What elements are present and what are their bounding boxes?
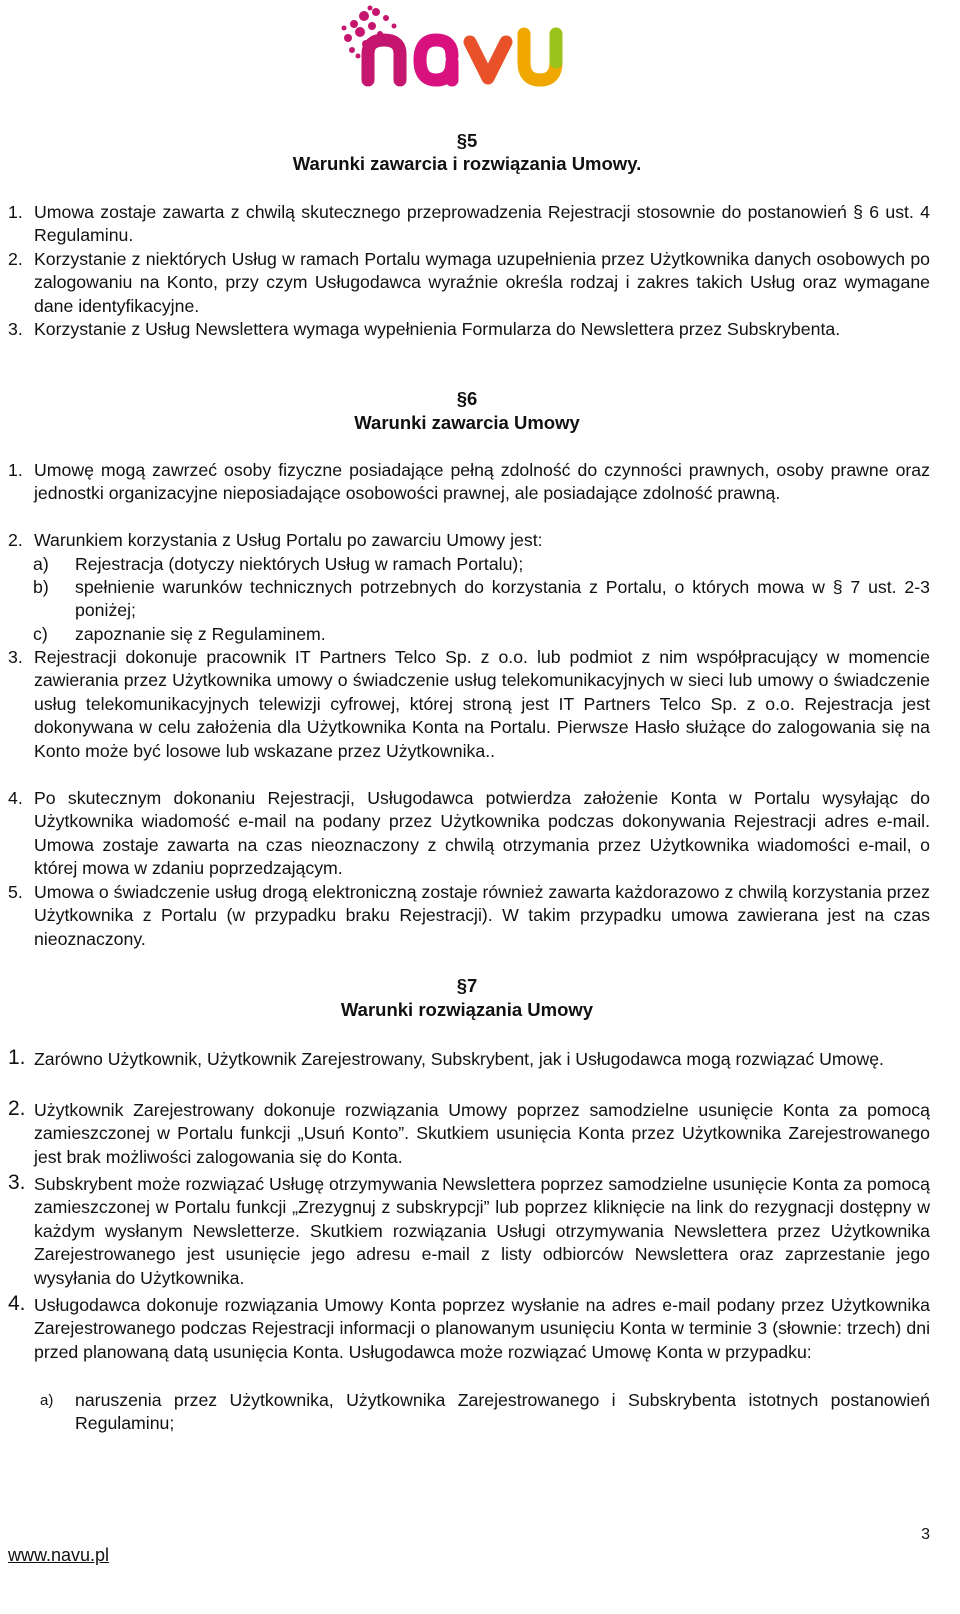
item-text: Korzystanie z Usług Newslettera wymaga wypełnienia Formularza do Newslettera przez Subskrybenta.: [34, 319, 841, 339]
item-number: 5.: [8, 882, 23, 902]
list-item: [10, 1173, 930, 1290]
sub-list-item: [33, 553, 930, 576]
list-item: [10, 881, 930, 951]
list-item: [10, 646, 930, 763]
sub-list-item: [33, 576, 930, 623]
section-number: §6: [456, 388, 478, 409]
sub-list-item: [33, 1389, 930, 1436]
footer-link[interactable]: www.navu.pl: [8, 1545, 110, 1565]
section-number: §5: [456, 130, 478, 151]
page-number: 3: [921, 1526, 930, 1543]
section-title: Warunki rozwiązania Umowy: [340, 999, 594, 1020]
item-text: Warunkiem korzystania z Usług Portalu po zawarciu Umowy jest:: [34, 530, 543, 550]
sub-item-letter: c): [33, 624, 48, 644]
item-text: Po skutecznym dokonaniu Rejestracji, Usługodawca potwierdza założenie Konta w Portalu wysyłając do Użytkownika wiadomość e-mail na podany przez Użytkownika podczas dokonywania Rejestracji adres e-mail. Umowa zostaje zawarta na czas nieoznaczony z chwilą otrzymania przez Użytkownika wiadomości e-mail, o której mowa w zdaniu poprzedzającym.: [34, 788, 930, 879]
item-text: Umowę mogą zawrzeć osoby fizyczne posiadające pełną zdolność do czynności prawnych, osoby prawne oraz jednostki organizacyjne nieposiadające osobowości prawnej, ale posiadające zdolność prawną.: [34, 460, 930, 504]
list-item: [10, 529, 930, 552]
list-item: [10, 201, 930, 248]
list-item: [10, 1048, 930, 1071]
item-text: Zarówno Użytkownik, Użytkownik Zarejestrowany, Subskrybent, jak i Usługodawca mogą rozwiązać Umowę.: [34, 1049, 884, 1069]
item-text: Użytkownik Zarejestrowany dokonuje rozwiązania Umowy poprzez samodzielne usunięcie Konta za pomocą zamieszczonej w Portalu funkcji „Usuń Konto”. Skutkiem usunięcia Konta przez Użytkownika Zarejestrowanego jest brak możliwości zalogowania się do Konta.: [34, 1100, 930, 1167]
item-number: 1.: [8, 1046, 26, 1069]
item-text: Umowa o świadczenie usług drogą elektroniczną zostaje również zawarta każdorazowo z chwilą korzystania przez Użytkownika z Portalu (w przypadku braku Rejestracji). W takim przypadku umowa zawierana jest na czas nieoznaczony.: [34, 882, 930, 949]
item-number: 2.: [8, 249, 23, 269]
item-text: Subskrybent może rozwiązać Usługę otrzymywania Newslettera poprzez samodzielne usunięcie Konta za pomocą zamieszczonej w Portalu funkcji „Zrezygnuj z subskrypcji” lub poprzez kliknięcie na link do rezygnacji dostępny w każdym wysłanym Newsletterze. Skutkiem rozwiązania Usługi otrzymywania Newslettera przez Użytkownika Zarejestrowanego jest usunięcie jego adresu e-mail z listy odbiorców Newslettera oraz zaprzestanie jego wysyłania do Użytkownika.: [34, 1174, 930, 1288]
item-text: Korzystanie z niektórych Usług w ramach Portalu wymaga uzupełnienia przez Użytkownika danych osobowych po zalogowaniu na Konto, przy czym Usługodawca wyraźnie określa rodzaj i zakres takich Usług oraz wymagane dane identyfikacyjne.: [34, 249, 930, 316]
item-number: 3.: [8, 319, 23, 339]
item-number: 2.: [8, 530, 23, 550]
list-item: [10, 248, 930, 318]
item-number: 3.: [8, 1171, 26, 1194]
sub-item-text: zapoznanie się z Regulaminem.: [75, 624, 326, 644]
item-number: 4.: [8, 1292, 26, 1315]
list-item: [10, 1294, 930, 1364]
item-number: 1.: [8, 460, 23, 480]
item-number: 1.: [8, 202, 23, 222]
sub-list-item: [33, 623, 930, 646]
sub-item-letter: a): [33, 554, 49, 574]
sub-item-letter: b): [33, 577, 49, 597]
navu-logo-graphic: [340, 4, 585, 90]
item-number: 4.: [8, 788, 23, 808]
section-title: Warunki zawarcia Umowy: [354, 412, 580, 433]
section-number: §7: [456, 975, 478, 996]
item-text: Rejestracji dokonuje pracownik IT Partners Telco Sp. z o.o. lub podmiot z nim współpracujący w momencie zawierania przez Użytkownika umowy o świadczenie usług telekomunikacyjnych w sieci lub umowy o świadczenie usług telekomunikacyjnych telewizji cyfrowej, której stroną jest IT Partners Telco Sp. z o.o. Rejestracja jest dokonywana w celu założenia dla Użytkownika Konta na Portalu. Pierwsze Hasło służące do zalogowania się na Konto może być losowe lub wskazane przez Użytkownika..: [34, 647, 930, 761]
sub-item-text: Rejestracja (dotyczy niektórych Usług w ramach Portalu);: [75, 554, 524, 574]
section-title: Warunki zawarcia i rozwiązania Umowy.: [292, 153, 642, 174]
sub-item-text: spełnienie warunków technicznych potrzebnych do korzystania z Portalu, o których mowa w § 7 ust. 2-3 poniżej;: [75, 577, 930, 621]
item-number: 3.: [8, 647, 23, 667]
item-number: 2.: [8, 1097, 26, 1120]
item-text: Usługodawca dokonuje rozwiązania Umowy Konta poprzez wysłanie na adres e-mail podany przez Użytkownika Zarejestrowanego podczas Rejestracji informacji o planowanym usunięciu Konta w terminie 3 (słownie: trzech) dni przed planowaną datą usunięcia Konta. Usługodawca może rozwiązać Umowę Konta w przypadku:: [34, 1295, 930, 1362]
sub-item-text: naruszenia przez Użytkownika, Użytkownika Zarejestrowanego i Subskrybenta istotnych postanowień Regulaminu;: [75, 1390, 930, 1434]
sub-item-letter: a): [40, 1392, 54, 1409]
item-text: Umowa zostaje zawarta z chwilą skutecznego przeprowadzenia Rejestracji stosownie do postanowień § 6 ust. 4 Regulaminu.: [34, 202, 930, 246]
navu-logo: [340, 4, 585, 90]
list-item: [10, 318, 930, 341]
list-item: [10, 1099, 930, 1169]
list-item: [10, 459, 930, 506]
list-item: [10, 787, 930, 881]
